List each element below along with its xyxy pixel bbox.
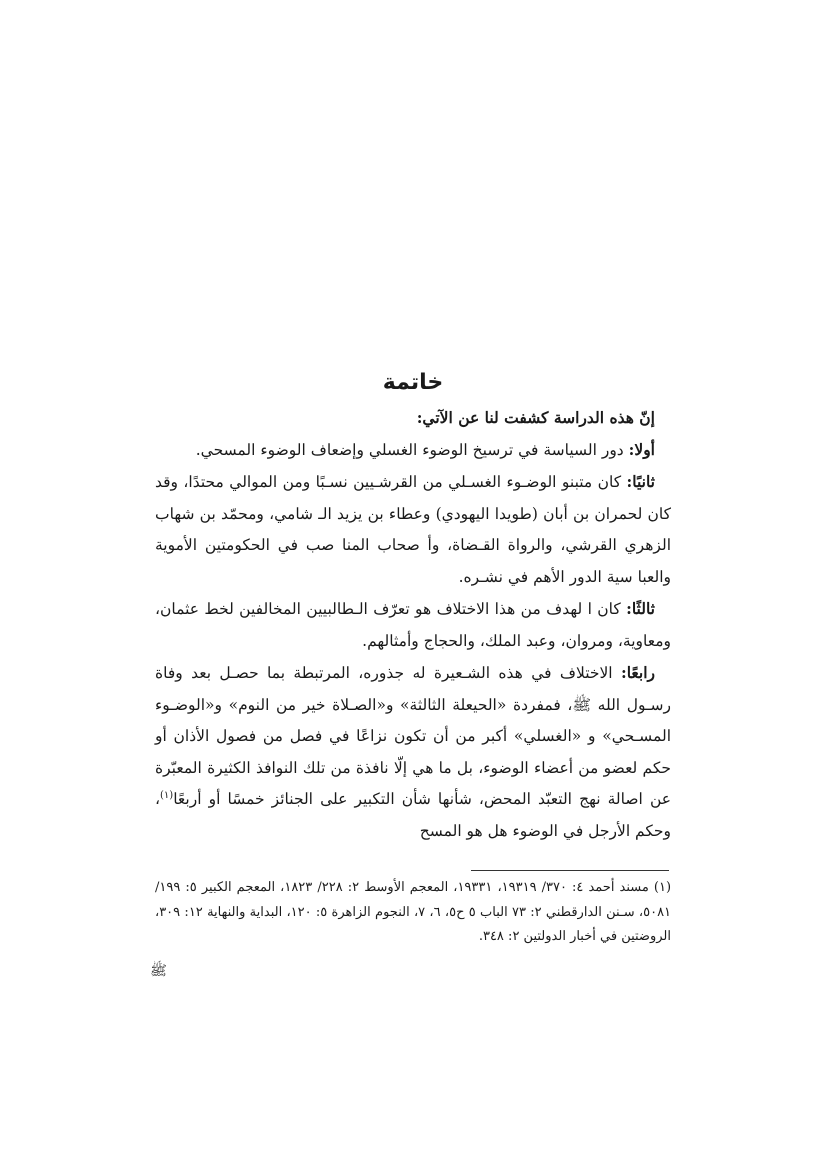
point-3 (155, 593, 671, 657)
point-3-text: كان ا لهدف من هذا الاختلاف هو تعرّف الـطالبيين المخالفين لخط عثمان، ومعاوية، ومروان، وعبد الملك، والحجاج وأمثالهم. (155, 600, 671, 650)
point-2-text: كان متبنو الوضـوء الغسـلي من القرشـيين نسـبًا ومن الموالي محتدًا، وقد كان لحمران بن أبان (طويدا اليهودي) وعطاء بن يزيد الـ شامي، ومحمّد بن شهاب الزهري القرشي، والرواة القـضاة، وأ صحاب المنا صب في الحكومتين الأموية والعبا سية الدور الأهم في نشـره. (155, 473, 671, 586)
footnote-divider (471, 870, 669, 871)
point-3-lead: ثالثًا: (626, 599, 655, 618)
footnotes (155, 876, 671, 950)
point-4 (155, 657, 671, 847)
point-1 (155, 434, 671, 467)
point-4-text-before: الاختلاف في هذه الشـعيرة له جذوره، المرتبطة بما حصـل بعد وفاة رسـول الله ﷺ، فمفردة «الحيعلة الثالثة» و«الصـلاة خير من النوم» و«الوضـوء المسـحي» و «الغسلي» أكبر من أن تكون نزاعًا في فصل من فصول الأذان أو حكم لعضو من أعضاء الوضوء، بل ما هي إلّا نافذة من تلك النوافذ الكثيرة المعبّرة عن اصالة نهج التعبّد المحض، شأنها شأن التكبير على الجنائز خمسًا أو أربعًا (155, 664, 671, 808)
point-1-text: دور السياسة في ترسيخ الوضوء الغسلي وإضعاف الوضوء المسحي. (195, 440, 629, 459)
main-text (155, 368, 671, 847)
point-4-lead: رابعًا: (620, 663, 655, 682)
footnote-1: (١) مسند أحمد ٤: ٣٧٠/ ١٩٣١٩، ١٩٣٣١، المعجم الأوسط ٢: ٢٢٨/ ١٨٢٣، المعجم الكبير ٥: ١٩٩/ ٥٠٨١، سـنن الدارقطني ٢: ٧٣ الباب ٥ ح٥، ٦، ٧، النجوم الزاهرة ٥: ١٢٠، البداية والنهاية ١٢: ٣٠٩، الروضتين في أخبار الدولتين ٢: ٣٤٨. (155, 880, 672, 944)
footnote-reference[interactable]: (١) (160, 789, 174, 801)
page-mark: ﷺ (150, 963, 167, 979)
page-title: خاتمة (382, 370, 444, 395)
intro-paragraph: إنّ هذه الدراسة كشفت لنا عن الآتي: (416, 408, 655, 427)
point-2-lead: ثانيًا: (626, 472, 655, 491)
point-1-lead: أولا: (628, 439, 655, 459)
point-4-text-after: ، وحكم الأرجل في الوضوء هل هو المسح (155, 790, 671, 840)
point-2 (155, 466, 671, 593)
